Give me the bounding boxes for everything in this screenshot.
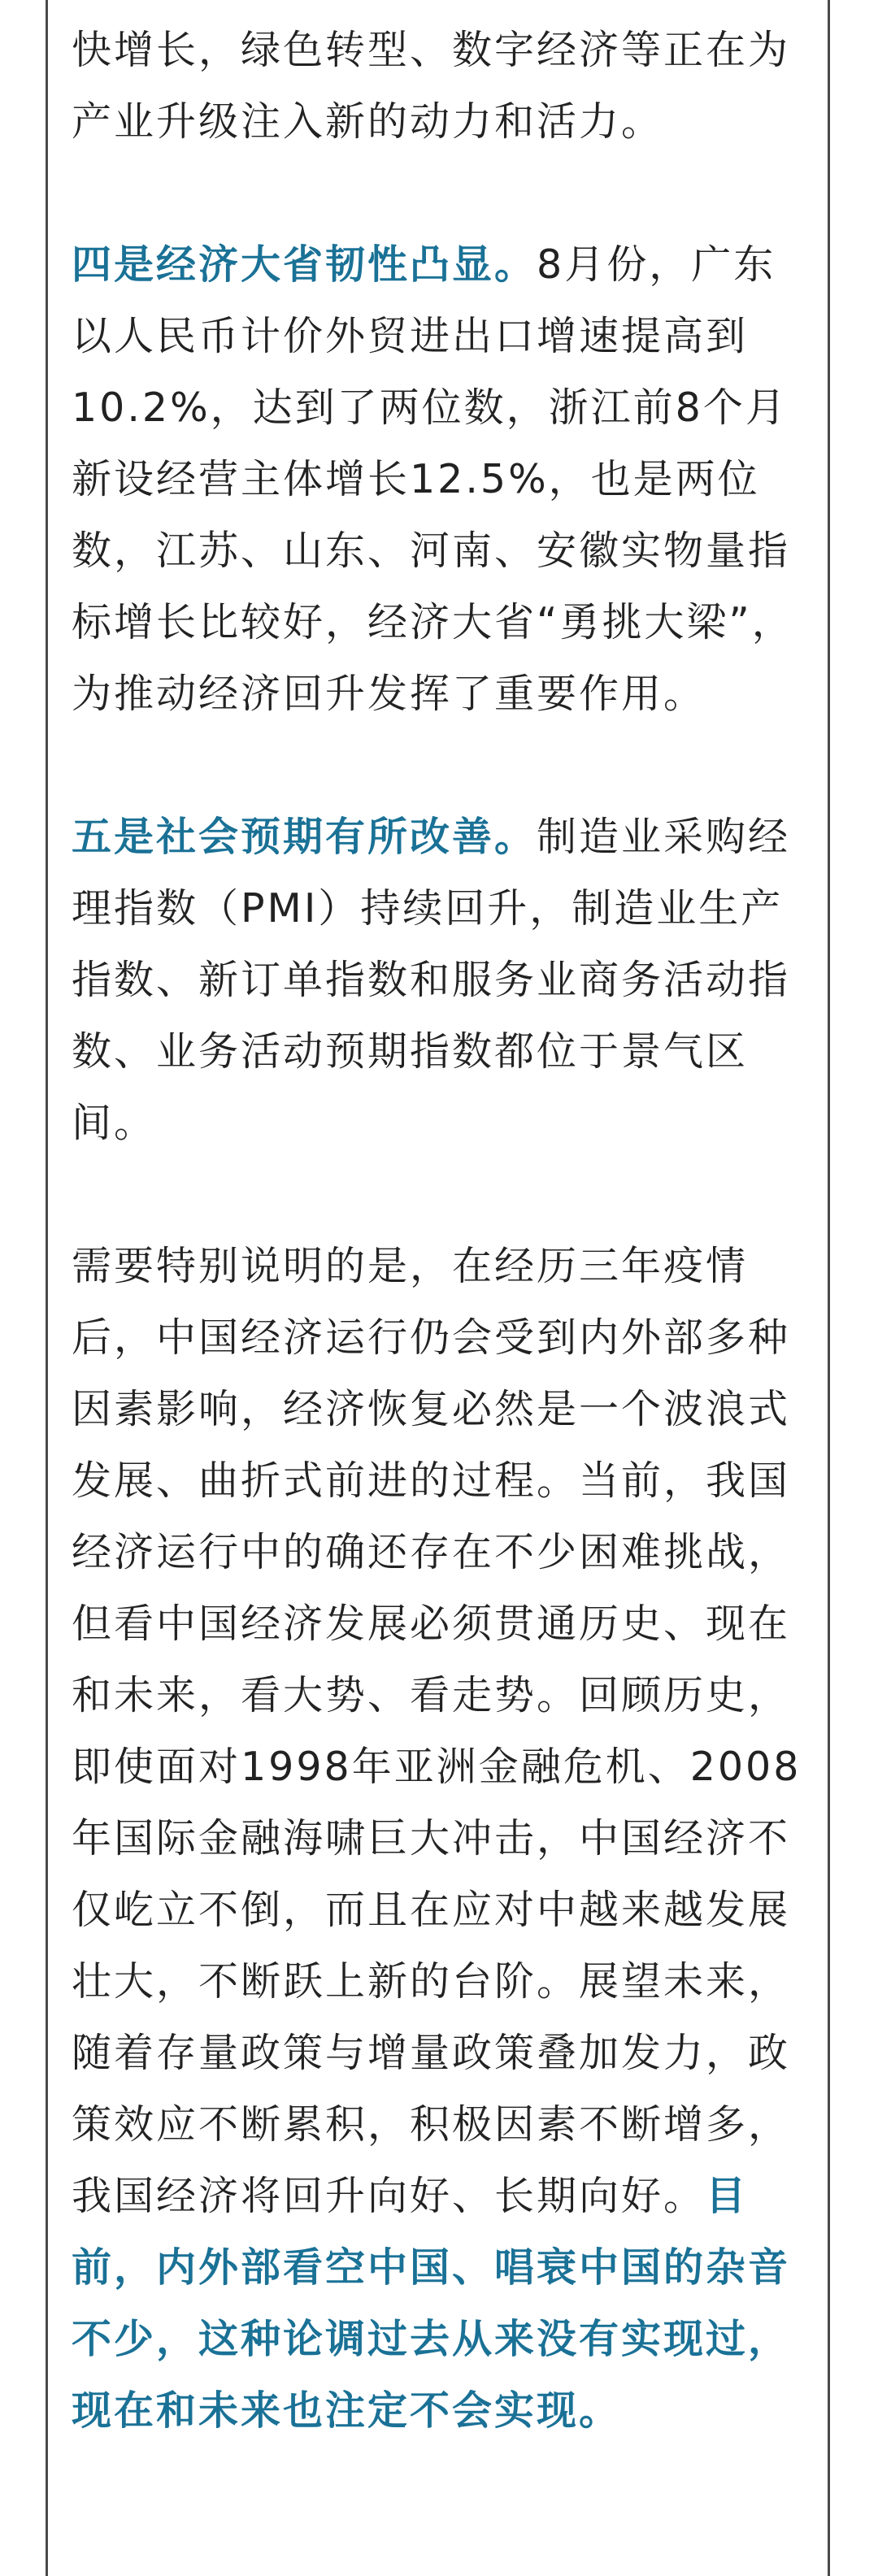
paragraph-text: 8月份，广东以人民币计价外贸进出口增速提高到10.2%，达到了两位数，浙江前8个月新设经营主体增长12.5%，也是两位数，江苏、山东、河南、安徽实物量指标增长比较好，经济大省“勇挑大梁”，为推动经济回升发挥了重要作用。 <box>72 241 794 717</box>
paragraph-lead-heading: 四是经济大省韧性凸显。 <box>72 241 537 288</box>
paragraph-text: 需要特别说明的是，在经历三年疫情后，中国经济运行仍会受到内外部多种因素影响，经济恢复必然是一个波浪式发展、曲折式前进的过程。当前，我国经济运行中的确还存在不少困难挑战，但看中国经济发展必须贯通历史、现在和未来，看大势、看走势。回顾历史，即使面对1998年亚洲金融危机、2008年国际金融海啸巨大冲击，中国经济不仅屹立不倒，而且在应对中越来越发展壮大，不断跃上新的台阶。展望未来，随着存量政策与增量政策叠加发力，政策效应不断累积，积极因素不断增多，我国经济将回升向好、长期向好。 <box>72 1243 802 2219</box>
paragraph-text: 快增长，绿色转型、数字经济等正在为产业升级注入新的动力和活力。 <box>72 27 791 145</box>
paragraph-outlook <box>72 1231 803 2447</box>
paragraph-text: 制造业采购经理指数（PMI）持续回升，制造业生产指数、新订单指数和服务业商务活动指数、业务活动预期指数都位于景气区间。 <box>72 814 791 1146</box>
paragraph-highlight: 目前，内外部看空中国、唱衰中国的杂音不少，这种论调过去从来没有实现过，现在和未来也注定不会实现。 <box>72 2173 791 2434</box>
paragraph-social-expectations <box>72 801 803 1159</box>
article-body <box>72 15 803 2518</box>
paragraph-lead-heading: 五是社会预期有所改善。 <box>72 814 537 860</box>
paragraph-economic-provinces <box>72 229 803 730</box>
paragraph-green-digital <box>72 15 803 158</box>
right-border-line <box>828 0 830 2576</box>
left-border-line <box>46 0 48 2576</box>
